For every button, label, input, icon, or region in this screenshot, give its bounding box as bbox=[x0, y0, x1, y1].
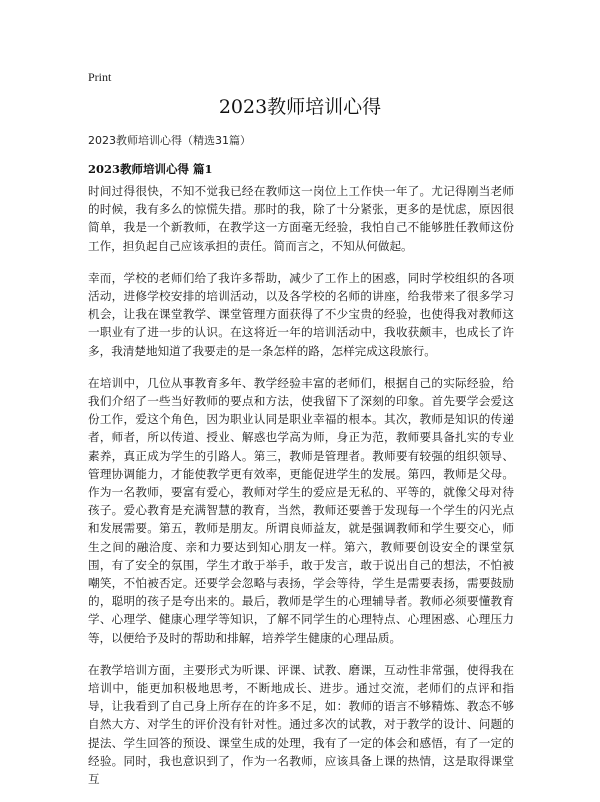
paragraph-3: 在培训中，几位从事教育多年、教学经验丰富的老师们，根据自己的实际经验，给我们介绍了一些当好教师的要点和方法，使我留下了深刻的印象。首先要学会爱这份工作，爱这个角色，因为职业认同是职业幸福的根本。其次，教师是知识的传递者，师者，所以传道、授业、解惑也学高为师，身正为范，教师要具备扎实的专业素养，真正成为学生的引路人。第三，教师是管理者。教师要有较强的组织领导、管理协调能力，才能使教学更有效率，更能促进学生的发展。第四，教师是父母。作为一名教师，要富有爱心，教师对学生的爱应是无私的、平等的，就像父母对待孩子。爱心教育是充满智慧的教育，当然，教师还要善于发现每一个学生的闪光点和发展需要。第五，教师是朋友。所谓良师益友，就是强调教师和学生要交心，师生之间的融洽度、亲和力要达到知心朋友一样。第六，教师要创设安全的课堂氛围，有了安全的氛围，学生才敢于举手，敢于发言，敢于说出自己的想法，不怕被嘲笑，不怕被否定。还要学会忽略与表扬，学会等待，学生是需要表扬，需要鼓励的，聪明的孩子是夸出来的。最后，教师是学生的心理辅导者。教师必须要懂教育学、心理学、健康心理学等知识，了解不同学生的心理特点、心理困惑、心理压力等，以便给予及时的帮助和排解，培养学生健康的心理品质。 bbox=[88, 375, 514, 645]
print-link[interactable]: Print bbox=[88, 70, 112, 84]
paragraph-2: 幸而，学校的老师们给了我许多帮助，减少了工作上的困惑，同时学校组织的各项活动，进修学校安排的培训活动，以及各学校的名师的讲座，给我带来了很多学习机会，让我在课堂教学、课堂管理方面获得了不少宝贵的经验，也使得我对教师这一职业有了进一步的认识。在这将近一年的培训活动中，我收获颇丰，也成长了许多，我清楚地知道了我要走的是一条怎样的路，怎样完成这段旅行。 bbox=[88, 270, 514, 358]
document-title: 2023教师培训心得 bbox=[218, 96, 382, 118]
paragraph-1: 时间过得很快，不知不觉我已经在教师这一岗位上工作快一年了。尤记得刚当老师的时候，我有多么的惊慌失措。那时的我，除了十分紧张，更多的是忧虑，原因很简单，我是一个新教师，在教学这一方面毫无经验，我怕自己不能够胜任教师这份工作，担负起自己应该承担的责任。简而言之，不知从何做起。 bbox=[88, 184, 514, 253]
paragraph-4: 在教学培训方面，主要形式为听课、评课、试教、磨课，互动性非常强，使得我在培训中，能更加积极地思考，不断地成长、进步。通过交流，老师们的点评和指导，让我看到了自己身上所存在的许多不足，如：教师的语言不够精炼、教态不够自然大方、对学生的评价没有针对性。通过多次的试教，对于教学的设计、问题的提法、学生回答的预设、课堂生成的处理，我有了一定的体会和感悟，有了一定的经验。同时，我也意识到了，作为一名教师，应该具备上课的热情，这是取得课堂互 bbox=[88, 662, 514, 787]
article-body bbox=[88, 182, 514, 802]
section-heading: 2023教师培训心得 篇1 bbox=[88, 162, 213, 176]
document-subtitle: 2023教师培训心得（精选31篇） bbox=[88, 134, 251, 147]
